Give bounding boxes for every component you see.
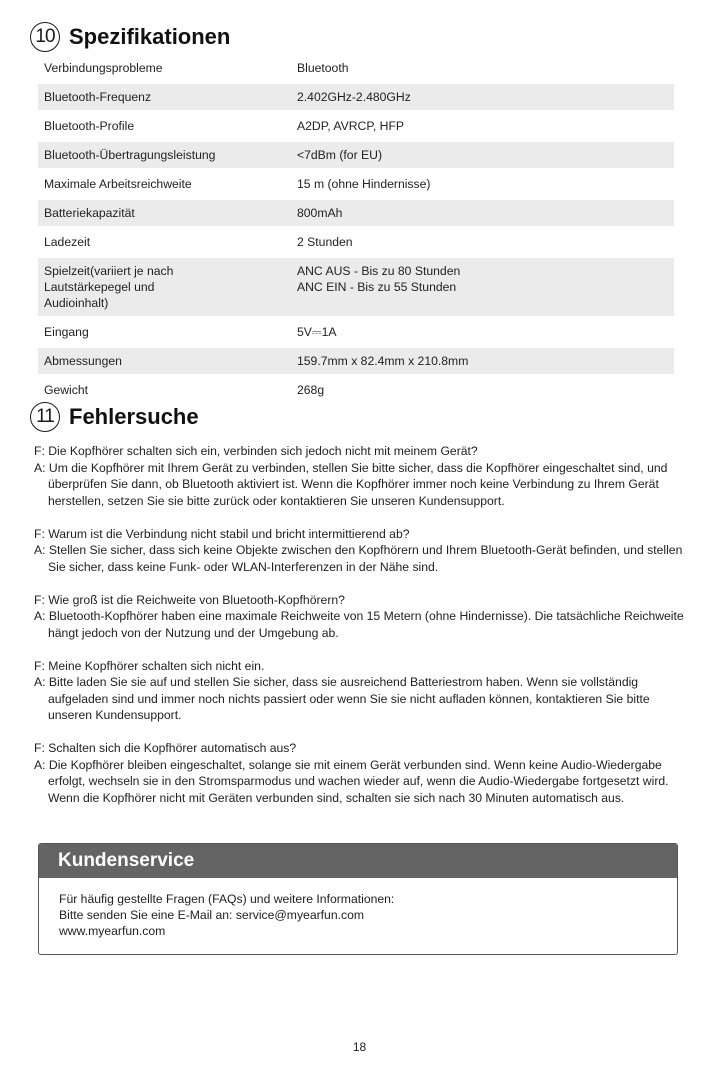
faq-answer: A: Bitte laden Sie sie auf und stellen Sie sicher, dass sie ausreichend Batteriestrom haben. Wenn sie vollständig aufgeladen sind und immer noch nichts passiert oder wenn Sie sie nicht aufladen können, kontaktieren Sie bitte unseren Kundensupport. <box>34 675 650 722</box>
faq-question: F: Wie groß ist die Reichweite von Bluetooth-Kopfhörern? <box>34 592 345 607</box>
spec-key: Bluetooth-Profile <box>44 119 135 133</box>
spec-row <box>38 377 674 403</box>
spec-row <box>38 258 674 316</box>
spec-key: Eingang <box>44 325 89 339</box>
faq-question: F: Die Kopfhörer schalten sich ein, verbinden sich jedoch nicht mit meinem Gerät? <box>34 444 478 458</box>
customer-service-body <box>39 878 677 939</box>
customer-service-box <box>38 843 678 955</box>
spec-value: 5V⎓1A <box>297 325 337 339</box>
spec-row <box>38 84 674 110</box>
service-line: Für häufig gestellte Fragen (FAQs) und weitere Informationen: <box>59 892 395 906</box>
section-title: Fehlersuche <box>69 404 199 429</box>
faq-question: F: Meine Kopfhörer schalten sich nicht ein. <box>34 658 265 673</box>
service-website-line: www.myearfun.com <box>59 924 166 938</box>
faq-list <box>34 443 684 823</box>
spec-row <box>38 200 674 226</box>
faq-question: F: Warum ist die Verbindung nicht stabil und bricht intermittierend ab? <box>34 526 410 541</box>
section-number-badge: 11 <box>30 402 60 432</box>
spec-row <box>38 348 674 374</box>
spec-value: 2 Stunden <box>297 235 353 249</box>
spec-row <box>38 142 674 168</box>
spec-key: Batteriekapazität <box>38 200 291 226</box>
faq-answer: A: Die Kopfhörer bleiben eingeschaltet, solange sie mit einem Gerät verbunden sind. Wenn keine Audio-Wiedergabe erfolgt, wechseln sie in den Stromsparmodus und wachen wieder auf, wenn die Audio-Wiedergabe fortgesetzt wird. Wenn die Kopfhörer nicht mit Geräten verbunden sind, schalten sie sich nach 30 Minuten automatisch aus. <box>34 757 669 805</box>
faq-answer: A: Stellen Sie sicher, dass sich keine Objekte zwischen den Kopfhörern und Ihrem Bluetooth-Gerät befinden, und stellen Sie sicher, dass keine Funk- oder WLAN-Interferenzen in der Nähe sind. <box>34 543 683 574</box>
spec-value: 159.7mm x 82.4mm x 210.8mm <box>291 348 674 374</box>
faq-answer: A: Bluetooth-Kopfhörer haben eine maximale Reichweite von 15 Metern (ohne Hindernisse). Die tatsächliche Reichweite hängt jedoch von der Nutzung und der Umgebung ab. <box>34 609 684 640</box>
faq-item <box>34 526 684 576</box>
spec-row <box>38 319 674 345</box>
faq-question: F: Schalten sich die Kopfhörer automatisch aus? <box>34 741 297 755</box>
spec-key: Maximale Arbeitsreichweite <box>44 177 192 191</box>
spec-row <box>38 171 674 197</box>
faq-item <box>34 592 684 642</box>
spec-key: Spielzeit(variiert je nach Lautstärkepegel und Audioinhalt) <box>38 258 291 316</box>
spec-key: Gewicht <box>44 383 89 397</box>
faq-item <box>34 658 684 724</box>
spec-key: Abmessungen <box>38 348 291 374</box>
spec-value: <7dBm (for EU) <box>291 142 674 168</box>
spec-value: 268g <box>297 383 325 397</box>
service-email-line: Bitte senden Sie eine E-Mail an: service@myearfun.com <box>59 908 365 922</box>
spec-key: Bluetooth-Frequenz <box>38 84 291 110</box>
section-number-badge: 10 <box>30 22 60 52</box>
spec-value: ANC AUS - Bis zu 80 Stunden ANC EIN - Bis zu 55 Stunden <box>291 258 674 316</box>
spec-row <box>38 113 674 139</box>
page-number: 18 <box>352 1040 367 1054</box>
faq-item <box>34 443 684 509</box>
spec-key: Verbindungsprobleme <box>44 61 163 75</box>
faq-section-header <box>30 402 199 432</box>
spec-value: Bluetooth <box>297 61 349 75</box>
spec-section-header <box>30 22 230 52</box>
spec-value: 800mAh <box>291 200 674 226</box>
spec-row <box>38 229 674 255</box>
spec-key: Bluetooth-Übertragungsleistung <box>38 142 291 168</box>
spec-key: Ladezeit <box>44 235 91 249</box>
section-title: Spezifikationen <box>69 24 231 49</box>
spec-value: 15 m (ohne Hindernisse) <box>297 177 431 191</box>
faq-item <box>34 740 684 806</box>
spec-table <box>38 55 674 403</box>
customer-service-title: Kundenservice <box>39 844 677 878</box>
spec-row <box>38 55 674 81</box>
spec-value: A2DP, AVRCP, HFP <box>297 119 405 133</box>
faq-answer: A: Um die Kopfhörer mit Ihrem Gerät zu verbinden, stellen Sie bitte sicher, dass die Kopfhörer eingeschaltet sind, und überprüfen Sie dann, ob Bluetooth aktiviert ist. Wenn die Kopfhörer immer noch keine Verbindung zu Ihrem Gerät herstellen, setzen Sie sie bitte zurück oder kontaktieren Sie unseren Kundensupport. <box>34 460 668 508</box>
spec-value: 2.402GHz-2.480GHz <box>291 84 674 110</box>
